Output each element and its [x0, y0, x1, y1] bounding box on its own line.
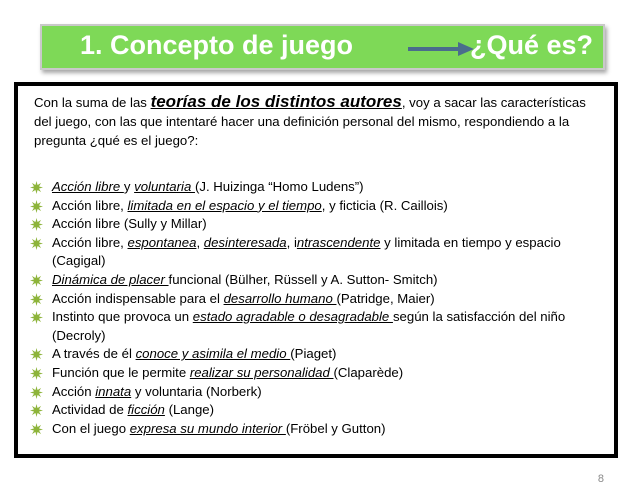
emphasized-text: innata: [95, 383, 132, 399]
list-item: [28, 234, 613, 271]
list-item: [28, 290, 613, 309]
list-item: [28, 308, 613, 345]
list-item: [28, 271, 613, 290]
emphasized-text: Acción libre: [52, 179, 124, 194]
right-arrow-icon: [406, 39, 476, 59]
item-text: y limitada en tiempo y espacio (Cagigal): [52, 234, 561, 269]
item-text: y voluntaria (Norberk): [131, 383, 262, 399]
item-text: (J. Huizinga “Homo Ludens”): [194, 179, 364, 194]
list-item: [28, 420, 613, 439]
green-sunburst-bullet-icon: [30, 311, 43, 324]
intro-highlight: teorías de los distintos autores: [150, 92, 402, 111]
list-item: [28, 345, 613, 364]
item-text: , i: [286, 234, 297, 250]
emphasized-text: limitada en el espacio y el tiempo: [127, 197, 322, 213]
item-text: Función que le permite: [52, 364, 190, 380]
emphasized-text: ntrascendente: [296, 234, 381, 250]
emphasized-text: espontanea: [127, 234, 197, 250]
item-text: Acción libre,: [52, 234, 128, 250]
item-text: (Claparède): [333, 364, 404, 380]
list-item: [28, 401, 613, 420]
list-item: [28, 364, 613, 383]
list-item: [28, 215, 613, 234]
emphasized-text: Dinámica de placer: [52, 271, 169, 287]
green-sunburst-bullet-icon: [30, 200, 43, 213]
item-text: Acción libre,: [52, 197, 128, 213]
list-item: [28, 197, 613, 216]
item-text: , y ficticia (R. Caillois): [321, 197, 448, 213]
item-text: Con el juego: [52, 420, 130, 436]
emphasized-text: realizar su personalidad: [189, 364, 334, 380]
item-text: Acción indispensable para el: [52, 290, 224, 306]
green-sunburst-bullet-icon: [30, 218, 43, 231]
intro-prefix: Con la suma de las: [34, 95, 151, 110]
slide-title: 1. Concepto de juego: [80, 30, 354, 60]
item-text: (Piaget): [290, 346, 337, 362]
item-text: (Patridge, Maier): [336, 290, 435, 306]
emphasized-text: expresa su mundo interior: [129, 420, 286, 436]
page-number: 8: [597, 473, 604, 485]
emphasized-text: conoce y asimila el medio: [135, 346, 291, 362]
intro-paragraph: [34, 92, 604, 150]
green-sunburst-bullet-icon: [30, 237, 43, 250]
item-text: A través de él: [52, 346, 136, 362]
slide-title-bar: [40, 24, 605, 70]
emphasized-text: estado agradable o desagradable: [192, 309, 393, 325]
green-sunburst-bullet-icon: [30, 367, 43, 380]
list-item: [28, 178, 613, 197]
green-sunburst-bullet-icon: [30, 181, 43, 194]
green-sunburst-bullet-icon: [30, 386, 43, 399]
green-sunburst-bullet-icon: [30, 348, 43, 361]
green-sunburst-bullet-icon: [30, 293, 43, 306]
emphasized-text: desarrollo humano: [223, 290, 337, 306]
intro-suffix: , voy a sacar las características del juego, con las que intentaré hacer una definición personal del mismo, respondiendo a la pregunta ¿qué es el juego?:: [34, 95, 586, 148]
list-item: [28, 383, 613, 402]
item-text: (Fröbel y Gutton): [285, 420, 386, 436]
item-text: según la satisfacción del niño (Decroly): [52, 309, 566, 343]
item-text: y: [123, 179, 135, 194]
item-text: Acción libre (Sully y Millar): [52, 216, 207, 232]
emphasized-text: voluntaria: [134, 179, 195, 194]
item-text: funcional (Bülher, Rüssell y A. Sutton- Smitch): [168, 271, 438, 287]
slide-subtitle: ¿Qué es?: [470, 30, 594, 60]
emphasized-text: desinteresada: [203, 234, 287, 250]
item-text: Instinto que provoca un: [52, 309, 193, 325]
item-text: (Lange): [164, 402, 215, 418]
emphasized-text: ficción: [127, 402, 165, 418]
characteristics-list: [28, 178, 613, 438]
green-sunburst-bullet-icon: [30, 274, 43, 287]
content-frame: [14, 82, 618, 458]
green-sunburst-bullet-icon: [30, 404, 43, 417]
item-text: Acción: [52, 383, 96, 399]
green-sunburst-bullet-icon: [30, 423, 43, 436]
item-text: ,: [196, 234, 204, 250]
item-text: Actividad de: [52, 402, 128, 418]
